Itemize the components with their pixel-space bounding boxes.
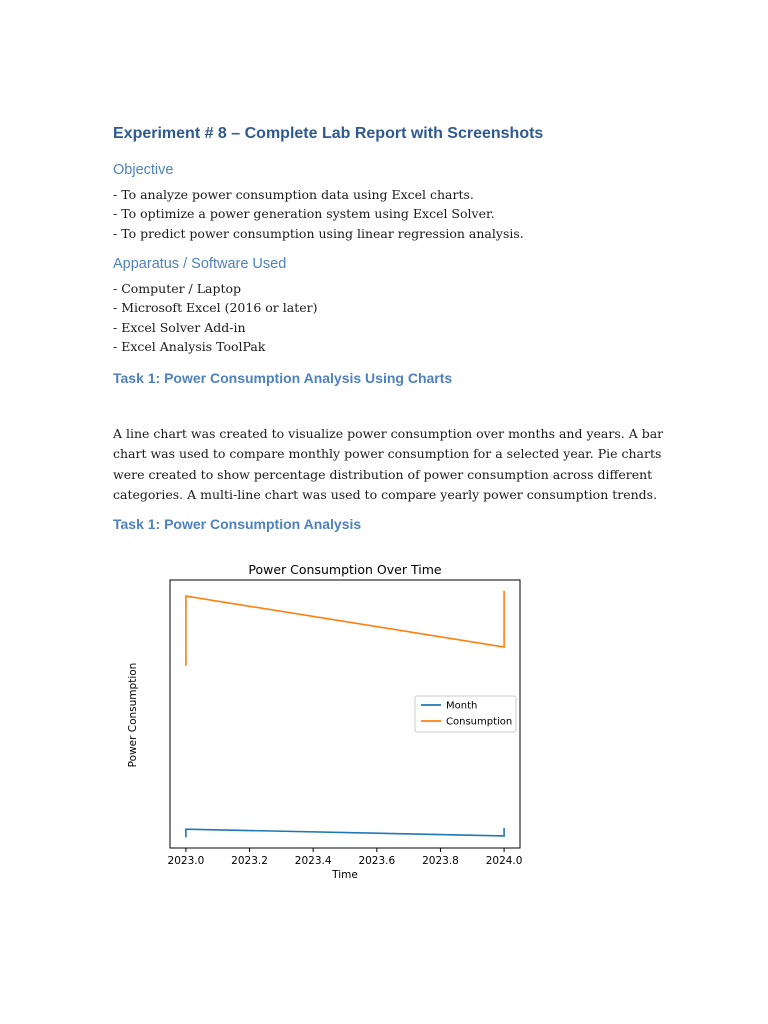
x-axis-label: Time	[332, 869, 358, 881]
list-item: - Microsoft Excel (2016 or later)	[113, 300, 318, 316]
list-item: - To predict power consumption using linear regression analysis.	[113, 225, 524, 241]
task1-heading: Task 1: Power Consumption Analysis Using Charts	[113, 370, 453, 386]
x-axis-ticks	[168, 848, 523, 867]
list-item: - Computer / Laptop	[113, 281, 242, 296]
chart-legend	[415, 696, 516, 732]
x-tick-label: 2023.2	[231, 855, 268, 867]
apparatus-list	[113, 279, 317, 356]
y-axis-label: Power Consumption	[127, 662, 139, 768]
task1b-heading: Task 1: Power Consumption Analysis	[113, 516, 362, 532]
list-item: - To optimize a power generation system using Excel Solver.	[113, 206, 495, 222]
apparatus-heading: Apparatus / Software Used	[113, 256, 287, 272]
legend-label: Month	[446, 700, 478, 712]
series-line-1	[186, 591, 504, 666]
x-tick-label: 2023.0	[167, 855, 205, 867]
x-tick-label: 2023.8	[422, 855, 459, 867]
power-consumption-chart	[120, 555, 530, 885]
x-tick-label: 2023.6	[358, 855, 396, 867]
x-tick-label: 2024.0	[485, 855, 523, 867]
task1-paragraph: A line chart was created to visualize power consumption over months and years. A bar chart was used to compare monthly power consumption for a selected year. Pie charts were created to show percentage distribution of power consumption across different categories. A multi-line chart was used to compare yearly power consumption trends.	[113, 426, 664, 502]
list-item: - To analyze power consumption data using Excel charts.	[113, 187, 474, 202]
list-item: - Excel Analysis ToolPak	[113, 338, 266, 354]
document-title: Experiment # 8 – Complete Lab Report with Screenshots	[113, 125, 544, 142]
list-item: - Excel Solver Add-in	[113, 319, 246, 335]
x-tick-label: 2023.4	[294, 855, 332, 867]
series-line-0	[186, 828, 504, 837]
objective-list	[113, 185, 524, 243]
legend-label: Consumption	[446, 716, 513, 728]
objective-heading: Objective	[113, 162, 174, 178]
chart-title: Power Consumption Over Time	[248, 562, 442, 577]
